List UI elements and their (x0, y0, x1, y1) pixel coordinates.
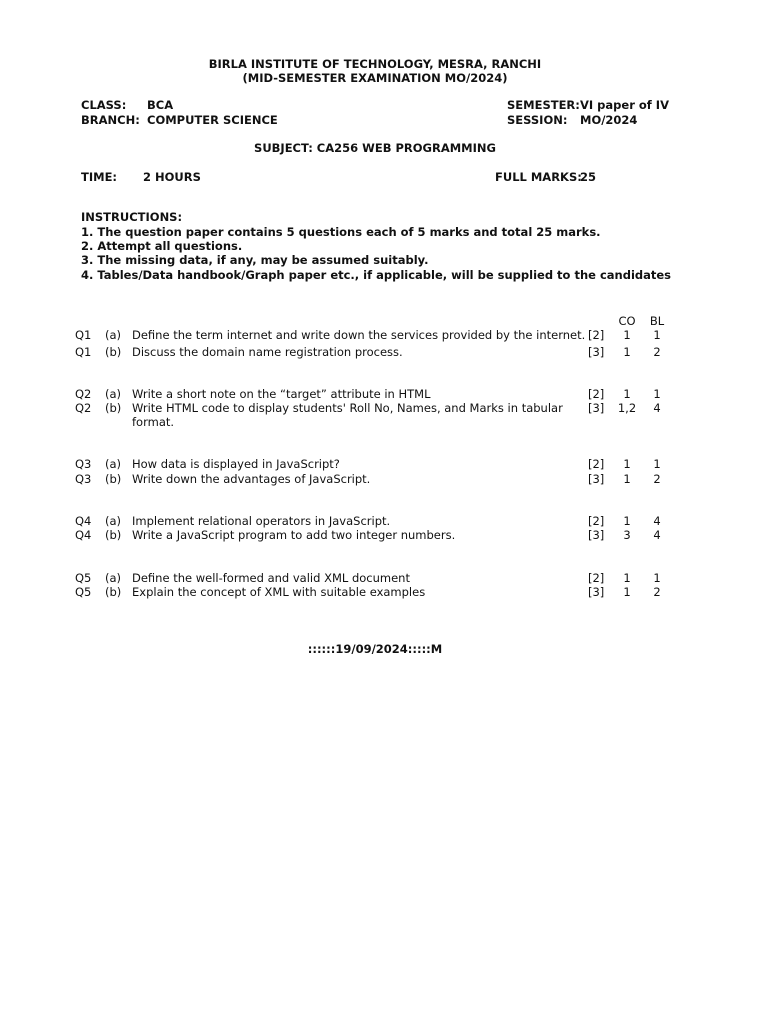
question-bl: 2 (653, 585, 661, 599)
question-co: 3 (623, 528, 631, 542)
question-marks: [3] (588, 472, 605, 486)
question-bl: 2 (653, 345, 661, 359)
question-marks: [2] (588, 457, 605, 471)
question-text: Discuss the domain name registration process. (132, 345, 403, 359)
time-value: 2 HOURS (143, 170, 201, 184)
question-text: Write a short note on the “target” attribute in HTML (132, 387, 431, 401)
question-number: Q2 (75, 401, 92, 415)
question-text: Explain the concept of XML with suitable examples (132, 585, 426, 599)
footer-date: ::::::19/09/2024:::::M (307, 642, 443, 656)
instruction-item: 4. Tables/Data handbook/Graph paper etc., if applicable, will be supplied to the candidates (81, 268, 672, 282)
question-marks: [3] (588, 401, 605, 415)
subject-line: SUBJECT: CA256 WEB PROGRAMMING (254, 141, 496, 155)
branch-label: BRANCH: (81, 113, 140, 127)
semester-value: VI paper of IV (580, 98, 669, 112)
question-co: 1 (623, 387, 631, 401)
question-co: 1 (623, 472, 631, 486)
question-marks: [3] (588, 345, 605, 359)
question-co: 1 (623, 457, 631, 471)
time-label: TIME: (81, 170, 118, 184)
question-part: (b) (105, 345, 122, 359)
class-label: CLASS: (81, 98, 127, 112)
institute-title: BIRLA INSTITUTE OF TECHNOLOGY, MESRA, RANCHI (208, 57, 542, 71)
instructions-title: INSTRUCTIONS: (81, 210, 183, 224)
question-part: (b) (105, 472, 122, 486)
question-number: Q1 (75, 328, 92, 342)
full-marks-label: FULL MARKS: (495, 170, 582, 184)
question-co: 1,2 (617, 401, 637, 415)
question-bl: 4 (653, 401, 661, 415)
question-number: Q5 (75, 571, 92, 585)
question-marks: [2] (588, 571, 605, 585)
question-text: Write down the advantages of JavaScript. (132, 472, 371, 486)
question-text: Define the well-formed and valid XML document (132, 571, 410, 585)
question-part: (a) (105, 514, 122, 528)
question-number: Q3 (75, 472, 92, 486)
question-marks: [3] (588, 585, 605, 599)
question-co: 1 (623, 514, 631, 528)
question-number: Q5 (75, 585, 92, 599)
question-marks: [3] (588, 528, 605, 542)
question-co: 1 (623, 345, 631, 359)
question-bl: 1 (653, 328, 661, 342)
question-co: 1 (623, 328, 631, 342)
question-co: 1 (623, 585, 631, 599)
question-part: (b) (105, 585, 122, 599)
question-number: Q1 (75, 345, 92, 359)
question-marks: [2] (588, 387, 605, 401)
class-value: BCA (147, 98, 174, 112)
exam-title: (MID-SEMESTER EXAMINATION MO/2024) (242, 71, 508, 85)
question-text: How data is displayed in JavaScript? (132, 457, 340, 471)
question-bl: 2 (653, 472, 661, 486)
question-marks: [2] (588, 328, 605, 342)
question-part: (a) (105, 571, 122, 585)
question-part: (a) (105, 328, 122, 342)
question-number: Q3 (75, 457, 92, 471)
full-marks-value: 25 (580, 170, 597, 184)
question-part: (b) (105, 528, 122, 542)
question-text: Write a JavaScript program to add two integer numbers. (132, 528, 456, 542)
question-bl: 1 (653, 387, 661, 401)
session-value: MO/2024 (580, 113, 638, 127)
branch-value: COMPUTER SCIENCE (147, 113, 278, 127)
question-number: Q2 (75, 387, 92, 401)
instruction-item: 2. Attempt all questions. (81, 239, 243, 253)
question-number: Q4 (75, 514, 92, 528)
question-text: Define the term internet and write down the services provided by the internet. (132, 328, 586, 342)
question-text: Write HTML code to display students' Roll No, Names, and Marks in tabular (132, 401, 563, 415)
question-bl: 1 (653, 571, 661, 585)
bl-header: BL (649, 314, 665, 328)
question-part: (a) (105, 457, 122, 471)
question-bl: 4 (653, 528, 661, 542)
question-number: Q4 (75, 528, 92, 542)
instruction-item: 3. The missing data, if any, may be assumed suitably. (81, 253, 429, 267)
semester-label: SEMESTER: (507, 98, 580, 112)
question-bl: 4 (653, 514, 661, 528)
question-text-continued: format. (132, 415, 175, 429)
question-bl: 1 (653, 457, 661, 471)
instruction-item: 1. The question paper contains 5 questions each of 5 marks and total 25 marks. (81, 225, 601, 239)
question-part: (a) (105, 387, 122, 401)
question-co: 1 (623, 571, 631, 585)
question-marks: [2] (588, 514, 605, 528)
question-part: (b) (105, 401, 122, 415)
session-label: SESSION: (507, 113, 568, 127)
question-text: Implement relational operators in JavaScript. (132, 514, 391, 528)
co-header: CO (618, 314, 636, 328)
